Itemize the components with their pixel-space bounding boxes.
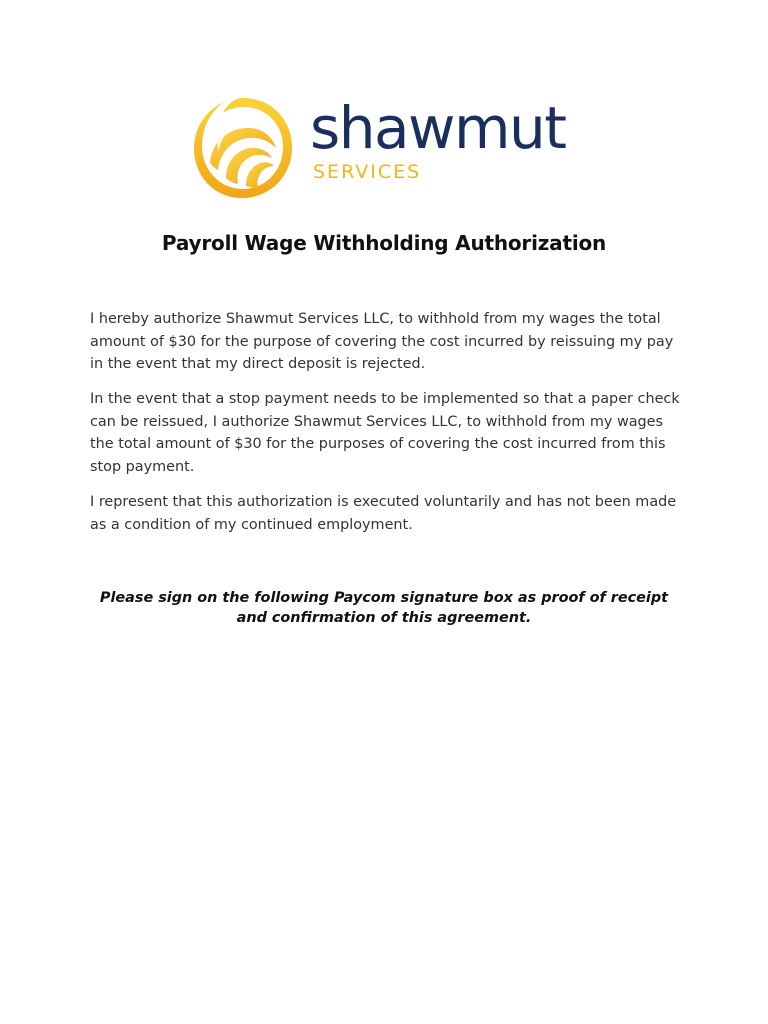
company-logo xyxy=(192,96,582,204)
logo-subtitle: SERVICES xyxy=(313,161,422,183)
paragraph-direct-deposit: I hereby authorize Shawmut Services LLC, to withhold from my wages the total amount of $30 for the purpose of covering the cost incurred by reissuing my pay in the event that my direct deposit is rejected. xyxy=(90,311,674,372)
paragraph-stop-payment: In the event that a stop payment needs to be implemented so that a paper check can be reissued, I authorize Shawmut Services LLC, to withhold from my wages the total amount of $30 for the purposes of covering the cost incurred from this stop payment. xyxy=(90,391,680,475)
swirl-logo-icon xyxy=(192,96,294,200)
document-title: Payroll Wage Withholding Authorization xyxy=(161,231,607,255)
signature-instruction: Please sign on the following Paycom signature box as proof of receipt and confirmation of this agreement. xyxy=(99,590,669,626)
paragraph-voluntary: I represent that this authorization is executed voluntarily and has not been made as a condition of my continued employment. xyxy=(90,494,677,533)
logo-wordmark: shawmut xyxy=(310,94,566,162)
